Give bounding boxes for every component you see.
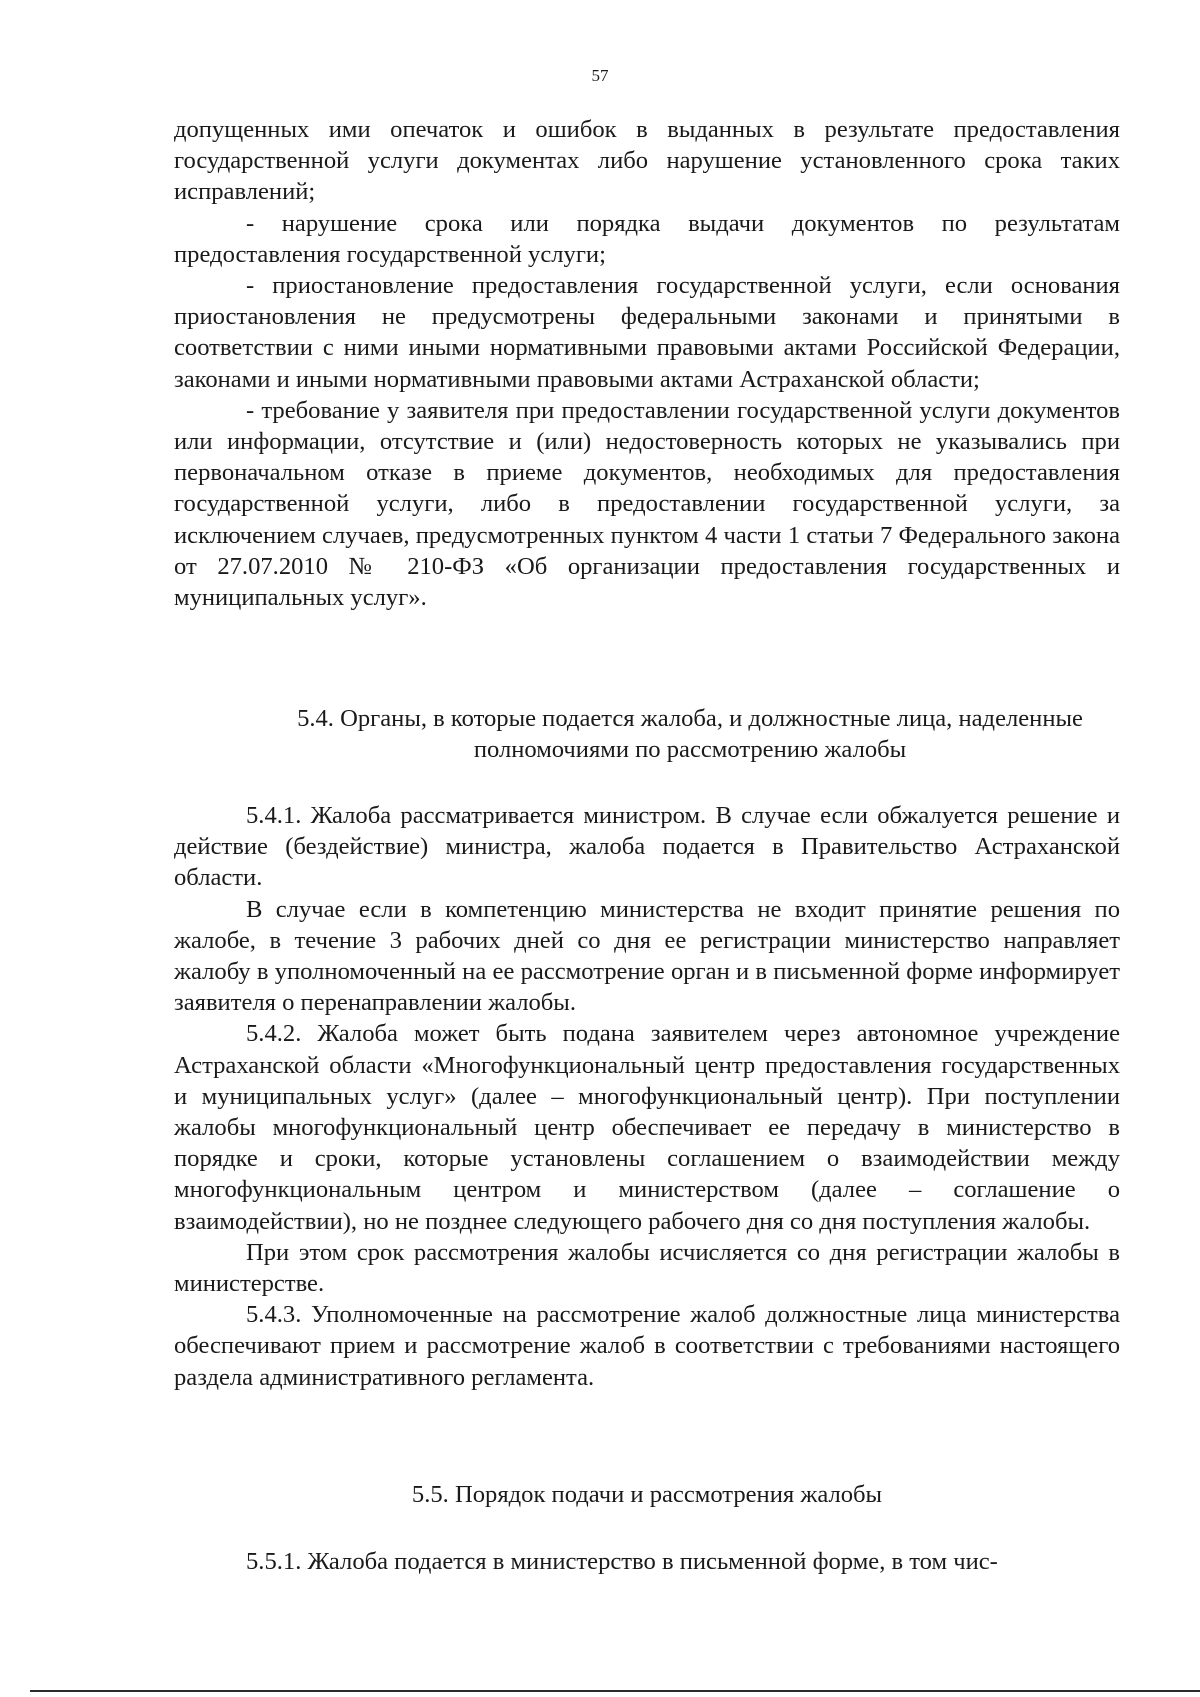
scan-bottom-edge	[30, 1690, 1200, 1692]
list-item-document-requirement: - требование у заявителя при предоставлении государственной услуги документов или информации, отсутствие и (или) недостоверность которых не указывались при первоначальном отказе в приеме документов, необходимых для предоставления государственной услуги, либо в предоставлении государственной услуги, за исключением случаев, предусмотренных пунктом 4 части 1 статьи 7 Федерального закона от 27.07.2010 № 210-ФЗ «Об организации предоставления государственных и муниципальных услуг».	[174, 396, 1120, 612]
list-item-suspension: - приостановление предоставления государственной услуги, если основания приостановления не предусмотрены федеральными законами и принятыми в соответствии с ними иными нормативными правовыми актами Российской Федерации, законами и иными нормативными правовыми актами Астраханской области;	[174, 272, 1120, 393]
section-5-4-heading: 5.4. Органы, в которые подается жалоба, и должностные лица, наделенные полномочиями по рассмотрению жалобы	[297, 705, 1083, 764]
list-item-deadline-violation: - нарушение срока или порядка выдачи документов по результатам предоставления государственной услуги;	[174, 209, 1120, 268]
section-5-5-heading-wrap	[174, 1479, 1120, 1510]
section-5-4-heading-wrap	[260, 703, 1120, 765]
page-number: 57	[591, 66, 609, 85]
section-5-4-body	[174, 800, 1120, 1393]
paragraph-5-4-1-redirect: В случае если в компетенцию министерства не входит принятие решения по жалобе, в течение 3 рабочих дней со дня ее регистрации министерство направляет жалобу в уполномоченный на ее рассмотрение орган и в письменной форме информирует заявителя о перенаправлении жалобы.	[174, 895, 1120, 1017]
section-5-5-heading: 5.5. Порядок подачи и рассмотрения жалобы	[411, 1481, 883, 1508]
paragraph-5-4-3: 5.4.3. Уполномоченные на рассмотрение жалоб должностные лица министерства обеспечивают прием и рассмотрение жалоб в соответствии с требованиями настоящего раздела административного регламента.	[174, 1301, 1120, 1391]
paragraph-5-4-2-term: При этом срок рассмотрения жалобы исчисляется со дня регистрации жалобы в министерстве.	[174, 1238, 1120, 1298]
paragraph-5-4-2: 5.4.2. Жалоба может быть подана заявителем через автономное учреждение Астраханской области «Многофункциональный центр предоставления государственных и муниципальных услуг» (далее – многофункциональный центр). При поступлении жалобы многофункциональный центр обеспечивает ее передачу в министерство в порядке и сроки, которые установлены соглашением о взаимодействии между многофункциональным центром и министерством (далее – соглашение о взаимодействии), но не позднее следующего рабочего дня со дня поступления жалобы.	[174, 1020, 1120, 1235]
paragraph-5-5-1: 5.5.1. Жалоба подается в министерство в письменной форме, в том чис-	[246, 1548, 998, 1575]
section-5-5-body	[174, 1546, 1120, 1577]
paragraph-5-4-1: 5.4.1. Жалоба рассматривается министром. В случае если обжалуется решение и действие (бездействие) министра, жалоба подается в Правительство Астраханской области.	[174, 802, 1120, 892]
paragraph-continuation: допущенных ими опечаток и ошибок в выданных в результате предоставления государственной услуги документах либо нарушение установленного срока таких исправлений;	[174, 116, 1120, 206]
grounds-list	[174, 114, 1120, 613]
